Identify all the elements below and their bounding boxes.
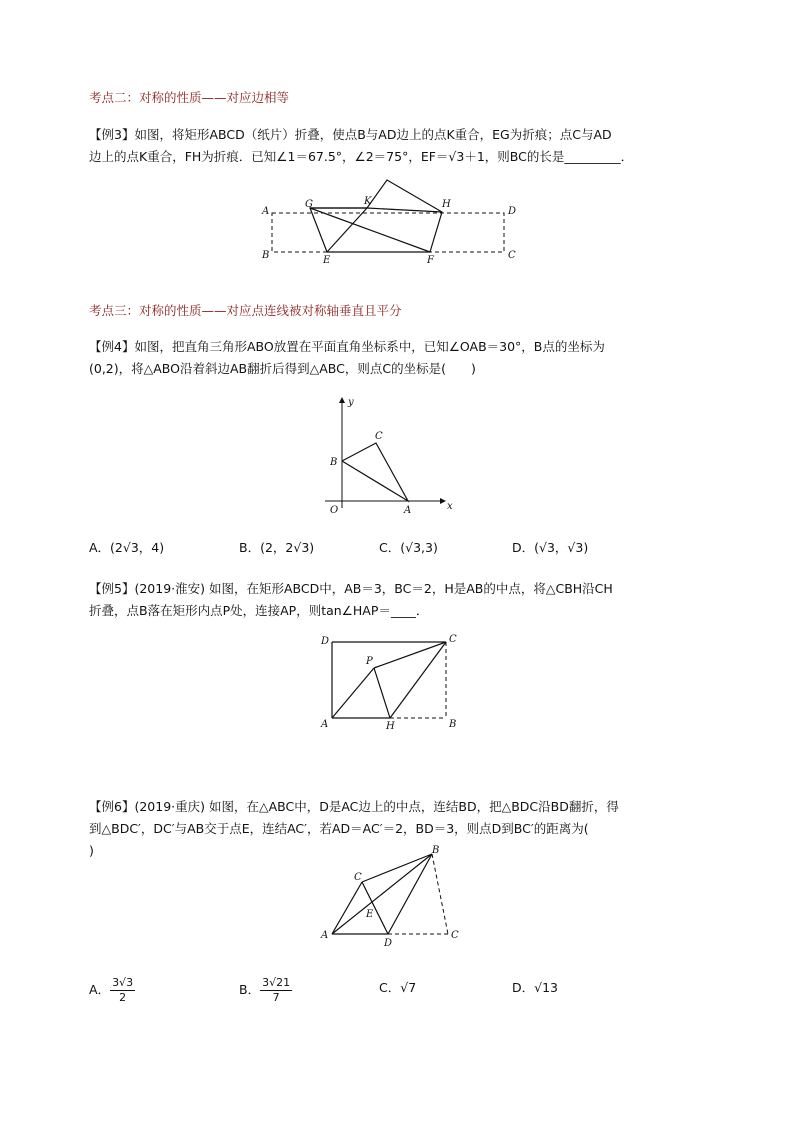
- option-a-denominator: 2: [119, 991, 127, 1004]
- line-gk-diag: [310, 208, 430, 252]
- option-a[interactable]: A．(2√3，4): [89, 540, 165, 555]
- option-a-fraction: [110, 976, 135, 1005]
- label-a: A: [404, 505, 412, 516]
- line-hc: [390, 642, 446, 718]
- example-6-line-3: ): [89, 843, 94, 858]
- section-heading-3: 考点三：对称的性质——对应点连线被对称轴垂直且平分: [89, 303, 402, 318]
- label-e: E: [366, 909, 374, 920]
- example-3-text: [89, 124, 709, 168]
- line-ap: [332, 668, 374, 718]
- label-p: P: [366, 656, 373, 667]
- label-b: B: [330, 457, 338, 468]
- example-4-line-1: 【例4】如图，把直角三角形ABO放置在平面直角坐标系中，已知∠OAB＝30°，B点的坐标为: [89, 339, 605, 354]
- folded-left: [310, 208, 367, 252]
- label-a: A: [321, 719, 329, 730]
- label-c: C: [508, 250, 516, 261]
- label-a: A: [262, 206, 270, 217]
- example-6-figure: [318, 844, 468, 949]
- edge-bc-dashed: [432, 854, 448, 934]
- example-4-figure: [320, 393, 460, 518]
- line-pc: [374, 642, 446, 668]
- label-g: G: [305, 199, 313, 210]
- option-a[interactable]: [89, 976, 135, 1005]
- example-5-text: [89, 578, 709, 622]
- option-b-fraction: [260, 976, 292, 1005]
- edge-bd: [388, 854, 432, 934]
- example-3-line-2: 边上的点K重合，FH为折痕．已知∠1＝67.5°，∠2＝75°，EF＝√3＋1，则BC的长是_________．: [89, 149, 634, 164]
- label-c: C: [375, 431, 383, 442]
- example-5-figure: [318, 630, 468, 735]
- option-d[interactable]: D．(√3，√3): [512, 540, 589, 555]
- triangle-abc: [342, 443, 408, 501]
- option-b-denominator: 7: [272, 991, 280, 1004]
- label-b: B: [449, 719, 457, 730]
- label-y: y: [348, 397, 354, 408]
- label-e: E: [323, 255, 331, 266]
- label-d: D: [384, 938, 393, 949]
- option-d[interactable]: D．√13: [512, 980, 558, 995]
- label-f: F: [427, 255, 434, 266]
- edge-c2b: [362, 854, 432, 882]
- label-h: H: [386, 721, 395, 732]
- label-k: K: [364, 196, 372, 207]
- label-d: D: [508, 206, 517, 217]
- option-b-prefix: B．: [239, 982, 261, 997]
- label-d: D: [321, 636, 330, 647]
- edge-ac2: [332, 882, 362, 934]
- edge-c2d: [362, 882, 388, 934]
- label-x: x: [447, 501, 453, 512]
- option-b[interactable]: [239, 976, 292, 1005]
- label-c: C: [449, 634, 457, 645]
- dashed-rectangle: [272, 213, 504, 252]
- option-a-numerator: 3√3: [112, 976, 134, 989]
- line-ek: [327, 208, 367, 252]
- example-6-options: [89, 968, 709, 1008]
- line-ph: [374, 668, 390, 718]
- option-b[interactable]: B．(2，2√3): [239, 540, 315, 555]
- line-kh: [367, 208, 442, 212]
- example-4-line-2: (0,2)，将△ABO沿着斜边AB翻折后得到△ABC，则点C的坐标是( ): [89, 361, 476, 376]
- label-h: H: [442, 199, 451, 210]
- label-a: A: [321, 930, 329, 941]
- option-a-prefix: A．: [89, 982, 111, 997]
- example-3-line-1: 【例3】如图，将矩形ABCD（纸片）折叠，使点B与AD边上的点K重合，EG为折痕；点C与AD: [89, 127, 612, 142]
- folded-right: [367, 180, 442, 252]
- example-4-text: [89, 336, 709, 380]
- option-c[interactable]: C．(√3,3): [379, 540, 438, 555]
- example-3-figure: [260, 178, 530, 268]
- section-heading-2: 考点二：对称的性质——对应边相等: [89, 90, 290, 105]
- label-b: B: [432, 845, 440, 856]
- option-b-numerator: 3√21: [262, 976, 291, 989]
- example-6-line-1: 【例6】(2019·重庆) 如图，在△ABC中，D是AC边上的中点，连结BD，把△BDC沿BD翻折，得: [89, 799, 619, 814]
- example-6-line-2: 到△BDC′，DC′与AB交于点E，连结AC′，若AD＝AC′＝2，BD＝3，则点D到BC′的距离为(: [89, 821, 589, 836]
- option-c[interactable]: C．√7: [379, 980, 417, 995]
- label-o: O: [330, 505, 339, 516]
- label-c-prime: C: [354, 872, 362, 883]
- label-b: B: [262, 250, 270, 261]
- example-5-line-1: 【例5】(2019·淮安) 如图，在矩形ABCD中，AB＝3，BC＝2，H是AB的中点，将△CBH沿CH: [89, 581, 613, 596]
- label-c: C: [451, 930, 459, 941]
- example-5-line-2: 折叠，点B落在矩形内点P处，连接AP，则tan∠HAP＝____．: [89, 603, 429, 618]
